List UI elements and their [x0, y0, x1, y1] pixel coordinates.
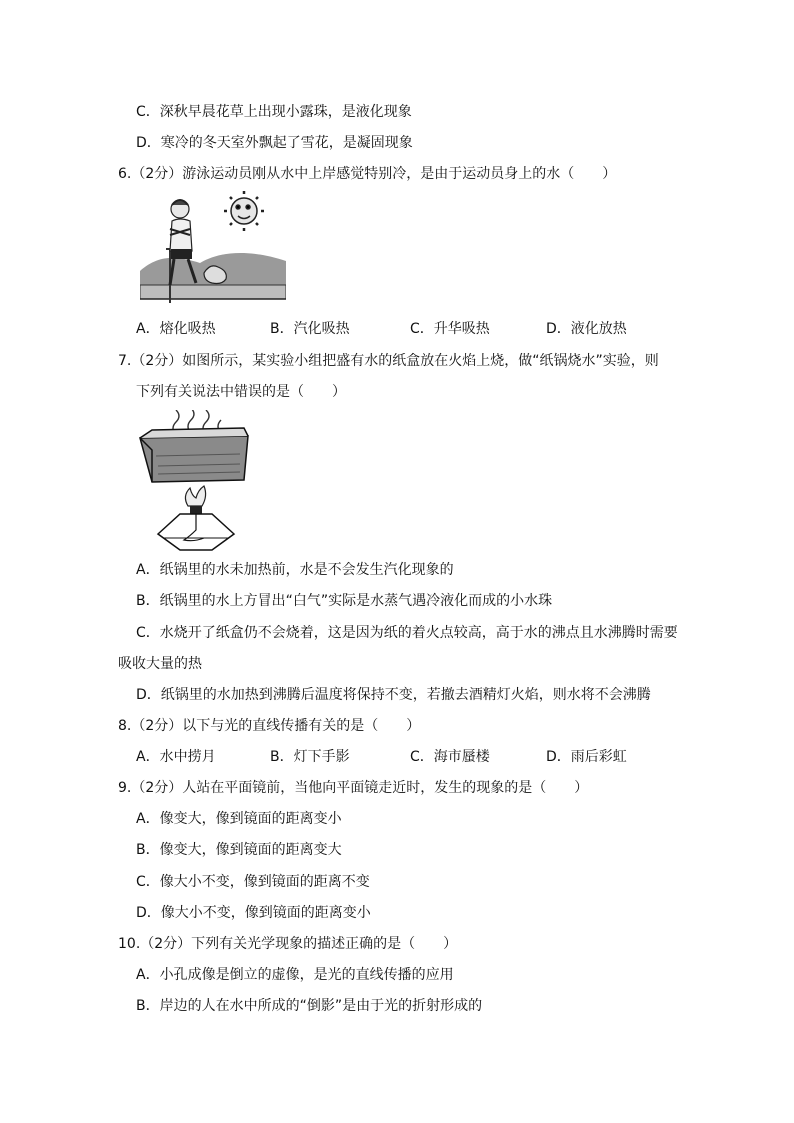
- q7-stem-line1: 7.（2分）如图所示，某实验小组把盛有水的纸盒放在火焰上烧，做“纸锅烧水”实验，则: [118, 353, 659, 369]
- q9-option-c: C．像大小不变，像到镜面的距离不变: [136, 874, 370, 890]
- q7-option-a: A．纸锅里的水未加热前，水是不会发生汽化现象的: [136, 562, 454, 578]
- q8-options: [136, 748, 756, 766]
- q5-option-d: D．寒冷的冬天室外飘起了雪花，是凝固现象: [136, 135, 413, 151]
- q10-option-b: B．岸边的人在水中所成的“倒影”是由于光的折射形成的: [136, 998, 483, 1014]
- q8-option-b: B．灯下手影: [270, 749, 350, 765]
- q8-option-a: A．水中捞月: [136, 749, 216, 765]
- q8-stem: 8.（2分）以下与光的直线传播有关的是（ ）: [118, 718, 421, 734]
- q7-option-b: B．纸锅里的水上方冒出“白气”实际是水蒸气遇冷液化而成的小水珠: [136, 593, 553, 609]
- q9-option-a: A．像变大，像到镜面的距离变小: [136, 811, 342, 827]
- q10-stem: 10.（2分）下列有关光学现象的描述正确的是（ ）: [118, 936, 458, 952]
- q6-option-b: B．汽化吸热: [270, 321, 350, 337]
- q8-option-d: D．雨后彩虹: [546, 749, 627, 765]
- swimmer-illustration: [140, 191, 286, 315]
- q9-option-d: D．像大小不变，像到镜面的距离变小: [136, 905, 371, 921]
- q6-stem: 6.（2分）游泳运动员刚从水中上岸感觉特别冷，是由于运动员身上的水（ ）: [118, 166, 617, 182]
- q6-option-d: D．液化放热: [546, 321, 627, 337]
- q6-options: [136, 320, 756, 338]
- q7-option-c-line1: C．水烧开了纸盒仍不会烧着，这是因为纸的着火点较高，高于水的沸点且水沸腾时需要: [136, 625, 678, 641]
- q6-option-a: A．熔化吸热: [136, 321, 216, 337]
- q7-stem-line2: 下列有关说法中错误的是（ ）: [136, 384, 346, 400]
- q6-option-c: C．升华吸热: [410, 321, 490, 337]
- q7-option-c-line2: 吸收大量的热: [118, 656, 202, 672]
- q8-option-c: C．海市蜃楼: [410, 749, 490, 765]
- paper-pot-boiling-illustration: [136, 410, 254, 552]
- q9-option-b: B．像变大，像到镜面的距离变大: [136, 842, 342, 858]
- q5-option-c: C．深秋早晨花草上出现小露珠，是液化现象: [136, 104, 412, 120]
- q10-option-a: A．小孔成像是倒立的虚像，是光的直线传播的应用: [136, 967, 454, 983]
- q9-stem: 9.（2分）人站在平面镜前，当他向平面镜走近时，发生的现象的是（ ）: [118, 780, 589, 796]
- q7-option-d: D．纸锅里的水加热到沸腾后温度将保持不变，若撤去酒精灯火焰，则水将不会沸腾: [136, 687, 651, 703]
